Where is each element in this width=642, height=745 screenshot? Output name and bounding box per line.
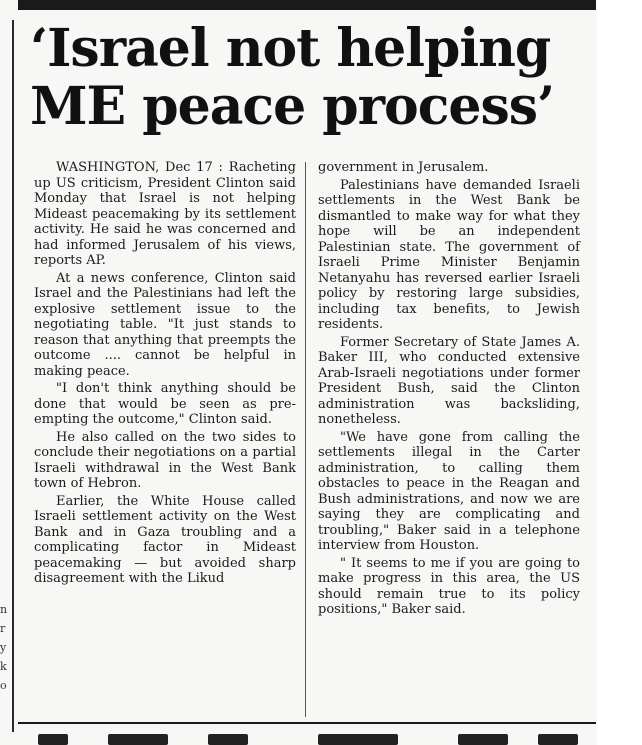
headline	[30, 20, 596, 136]
left-column-rule	[12, 20, 14, 732]
headline-line-1: ‘Israel not helping	[30, 18, 551, 79]
paragraph-continued: government in Jerusalem.	[318, 160, 489, 175]
page-margin	[597, 0, 642, 745]
column-divider	[305, 162, 306, 717]
paragraph: "We have gone from calling the settlements illegal in the Carter administration, to calling them obstacles to peace in the Reagan and Bush administrations, and now we are saying they are complicating and troubling," Baker said in a telephone interview from Houston.	[318, 429, 580, 553]
paragraph: At a news conference, Clinton said Israel and the Palestinians had left the explosive settlement issue to the negotiating table. "It just stands to reason that anything that preempts the outcome .... cannot be helpful in making peace.	[34, 270, 296, 379]
paragraph: Former Secretary of State James A. Baker III, who conducted extensive Arab-Israeli negotiations under former President Bush, said the Clinton administration was backsliding, nonetheless.	[318, 334, 580, 427]
paragraph: Palestinians have demanded Israeli settlements in the West Bank be dismantled to make way for what they hope will be an independent Palestinian state. The government of Israeli Prime Minister Benjamin Netanyahu has reversed earlier Israeli policy by restoring large subsidies, including tax benefits, to Jewish residents.	[318, 177, 580, 332]
next-headline-fragment	[18, 732, 596, 745]
paragraph: He also called on the two sides to conclude their negotiations on a partial Israeli withdrawal in the West Bank town of Hebron.	[34, 429, 296, 491]
paragraph: "I don't think anything should be done that would be seen as pre-empting the outcome," Clinton said.	[34, 381, 296, 427]
right-text-column	[318, 160, 580, 620]
paragraph: " It seems to me if you are going to make progress in this area, the US should remain true to its policy positions," Baker said.	[318, 555, 580, 617]
paragraph: Earlier, the White House called Israeli settlement activity on the West Bank and in Gaza troubling and a complicating factor in Mideast peacemaking — but avoided sharp disagreement with the Likud	[34, 493, 296, 586]
headline-line-2: ME peace process’	[30, 76, 555, 137]
top-border-rule	[18, 0, 596, 10]
adjacent-column-fragment: n r y k o	[0, 603, 8, 692]
left-text-column	[34, 160, 296, 589]
bottom-border-rule	[18, 722, 596, 724]
paragraph-dateline: WASHINGTON, Dec 17 : Racheting up US criticism, President Clinton said Monday that Israel is not helping Mideast peacemaking by its settlement activity. He said he was concerned and had informed Jerusalem of his views, reports AP.	[34, 160, 296, 268]
